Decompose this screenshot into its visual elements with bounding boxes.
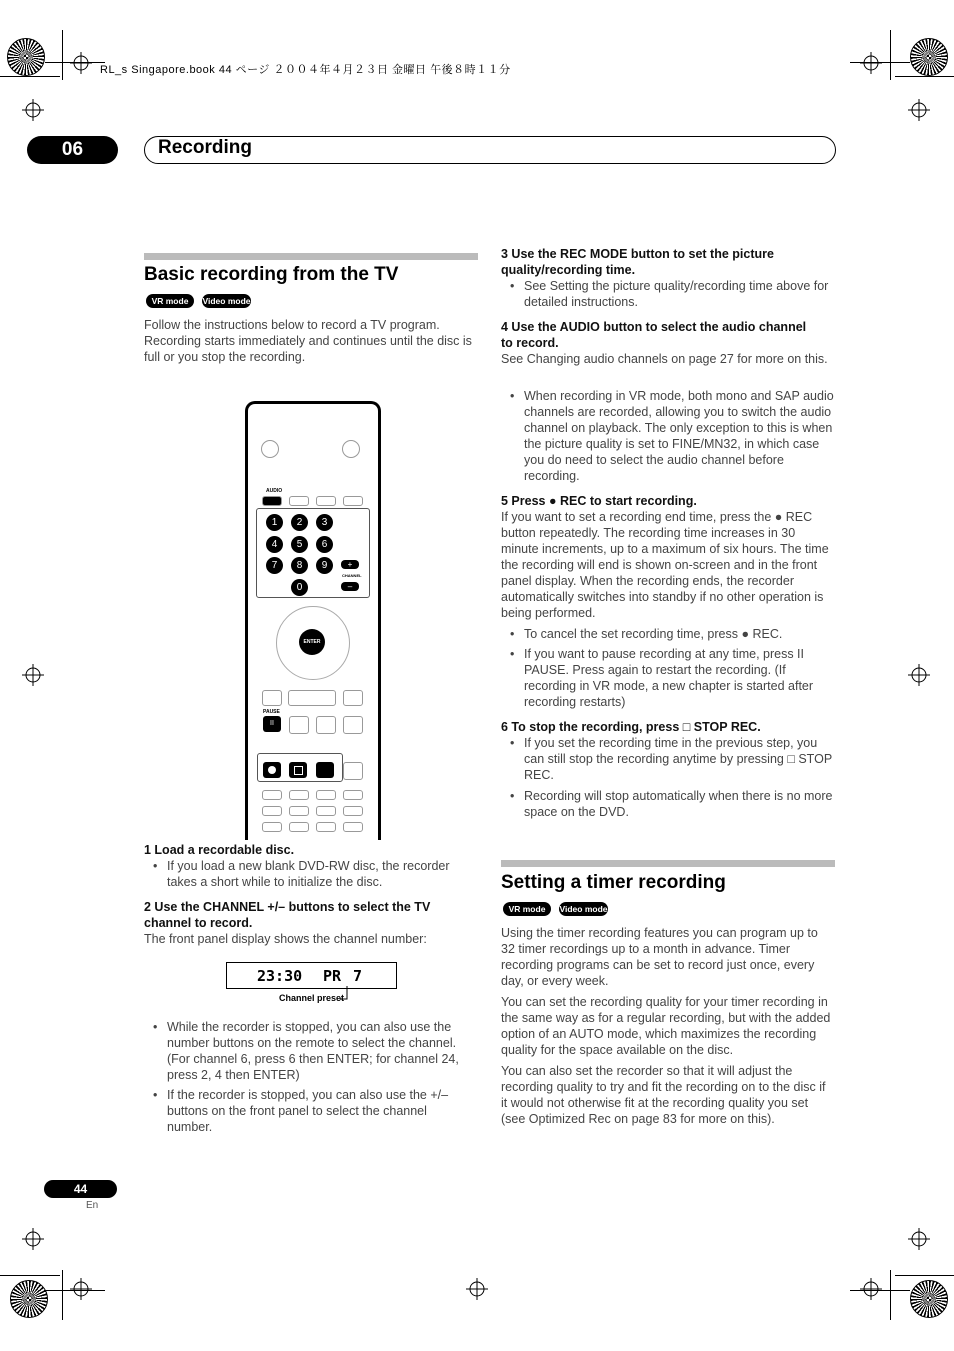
video-mode-badge: Video mode [202, 296, 251, 306]
chapter-title: Recording [158, 137, 252, 158]
step-5-bullet-cancel: • To cancel the set recording time, press ● REC. [524, 626, 834, 642]
remote-button [343, 690, 363, 706]
timer-paragraph-1: Using the timer recording features you can program up to 32 timer recordings up to a month in advance. Timer recording programs can be set to record just once, every day, or every week. [501, 926, 818, 988]
channel-minus-button: – [341, 582, 359, 591]
step-4: 4 Use the AUDIO button to select the audio channel to record. [501, 320, 807, 350]
display-channel: 7 [353, 967, 363, 985]
channel-label: CHANNEL [342, 573, 362, 578]
remote-button [316, 716, 336, 734]
registration-rosette-icon [910, 38, 948, 76]
page-language: En [86, 1200, 99, 1211]
channel-preset-caption: Channel preset [279, 993, 345, 1003]
bullet-front-panel: • If the recorder is stopped, you can also use the +/– buttons on the front panel to select the channel number. [167, 1087, 474, 1135]
step-2-line-2: channel to record. [144, 916, 253, 930]
step-3: 3 Use the REC MODE button to set the picture quality/recording time. [501, 247, 774, 277]
print-slug: RL_s Singapore.book 44 ページ ２００４年４月２３日 金曜日 午後８時１１分 [100, 64, 511, 76]
remote-button [289, 822, 309, 832]
number-6-button: 6 [316, 536, 333, 553]
number-7-button: 7 [266, 557, 283, 574]
remote-button [343, 790, 363, 800]
vr-mode-badge: VR mode [146, 294, 194, 308]
section-title-timer: Setting a timer recording [501, 872, 726, 893]
number-9-button: 9 [316, 557, 333, 574]
vr-mode-badge: VR mode [503, 902, 551, 916]
pause-label: PAUSE [263, 709, 280, 715]
remote-button [289, 496, 309, 506]
audio-button [262, 496, 282, 506]
step-3-bullet: • See Setting the picture quality/recording time above for detailed instructions. [524, 278, 834, 310]
step-5-text: If you want to set a recording end time, press the ● REC button repeatedly. The recording time increases in 30 minute increments, up to a maximum of six hours. The time the recording will end is shown on-screen and in the front panel display. When the recording ends, the recorder automatically switches into standby if no other operation is being performed. [501, 510, 829, 620]
step-4-bullet: • When recording in VR mode, both mono and SAP audio channels are recorded, allowing you to switch the audio channel on playback. The only exception to this is when the picture quality is set to FINE/MN32, in which case you do need to select the audio channel before recording. [524, 388, 834, 484]
remote-button [262, 806, 282, 816]
remote-button [289, 790, 309, 800]
number-1-button: 1 [266, 514, 283, 531]
step-5-bullet-pause: • If you want to pause recording at any time, press II PAUSE. Press again to restart the recording. (If recording in VR mode, a new chapter is started after recording restarts) [524, 646, 834, 710]
number-8-button: 8 [291, 557, 308, 574]
remote-button [262, 790, 282, 800]
rec-mode-button [316, 762, 334, 778]
remote-button [316, 496, 336, 506]
number-0-button: 0 [291, 579, 308, 596]
step-4-text: See Changing audio channels on page 27 for more on this. [501, 352, 828, 366]
display-pr: PR [323, 967, 342, 985]
rec-dot-icon [268, 766, 276, 774]
number-4-button: 4 [266, 536, 283, 553]
remote-button [343, 496, 363, 506]
timer-paragraph-2: You can set the recording quality for your timer recording in the same way as for a regular recording, but with the added option of an AUTO mode, which maximizes the recording quality for the space available on the disc. [501, 995, 831, 1057]
section-divider [144, 253, 478, 260]
registration-rosette-icon [910, 1280, 948, 1318]
rec-button [263, 762, 281, 778]
remote-button [316, 806, 336, 816]
crosshair-icon [22, 1228, 44, 1250]
audio-label: AUDIO [266, 488, 283, 494]
number-3-button: 3 [316, 514, 333, 531]
remote-button [262, 822, 282, 832]
page-number: 44 [44, 1180, 117, 1198]
channel-plus-button: + [341, 560, 359, 569]
crosshair-icon [860, 1278, 882, 1300]
section-divider [501, 860, 835, 867]
crosshair-icon [908, 99, 930, 121]
registration-rosette-icon [7, 38, 45, 76]
step-2-line-1: 2 Use the CHANNEL +/– buttons to select the TV [144, 900, 431, 914]
pause-button: II [263, 716, 281, 732]
section-title-basic: Basic recording from the TV [144, 264, 399, 285]
enter-button: ENTER [299, 629, 325, 655]
basic-intro: Follow the instructions below to record a TV program. Recording starts immediately and continues until the disc is full or you stop the recording. [144, 318, 472, 364]
open-close-button [342, 440, 360, 458]
stop-square-icon [294, 766, 303, 775]
remote-button [343, 716, 363, 734]
remote-button [262, 690, 282, 706]
step-1-bullet: • If you load a new blank DVD-RW disc, the recorder takes a short while to initialize the disc. [167, 858, 474, 890]
step-5: 5 Press ● REC to start recording. [501, 494, 697, 508]
crosshair-icon [22, 664, 44, 686]
remote-button [343, 822, 363, 832]
remote-button [316, 790, 336, 800]
crosshair-icon [908, 1228, 930, 1250]
remote-button [289, 716, 309, 734]
remote-button [343, 806, 363, 816]
number-5-button: 5 [291, 536, 308, 553]
stop-rec-button [289, 762, 307, 778]
timer-paragraph-3: You can also set the recorder so that it will adjust the recording quality to try and fit the recording on to the disc if it would not otherwise fit at the recording quality you set (see Optimized Rec on page 83 for more on this). [501, 1064, 826, 1126]
step-1: 1 Load a recordable disc. [144, 843, 295, 857]
crosshair-icon [466, 1278, 488, 1300]
step-6-bullet-space: • Recording will stop automatically when there is no more space on the DVD. [524, 788, 834, 820]
crosshair-icon [70, 1278, 92, 1300]
chapter-number: 06 [27, 136, 118, 164]
crosshair-icon [860, 52, 882, 74]
remote-control-illustration [245, 401, 381, 840]
video-mode-badge: Video mode [559, 904, 608, 914]
step-6-bullet-anytime: • If you set the recording time in the previous step, you can still stop the recording anytime by pressing □ STOP REC. [524, 735, 834, 783]
crosshair-icon [22, 99, 44, 121]
step-6: 6 To stop the recording, press □ STOP REC. [501, 720, 761, 734]
bullet-number-buttons: • While the recorder is stopped, you can also use the number buttons on the remote to select the channel. (For channel 6, press 6 then ENTER; for channel 24, press 2, 4 then ENTER) [167, 1019, 477, 1083]
step-2-text: The front panel display shows the channel number: [144, 932, 427, 946]
display-time: 23:30 [257, 967, 303, 985]
front-panel-display [226, 962, 397, 989]
crosshair-icon [908, 664, 930, 686]
number-2-button: 2 [291, 514, 308, 531]
remote-button [289, 806, 309, 816]
registration-rosette-icon [10, 1280, 48, 1318]
remote-button [316, 822, 336, 832]
remote-button [343, 762, 363, 780]
crosshair-icon [70, 52, 92, 74]
remote-button [288, 690, 336, 706]
power-button [261, 440, 279, 458]
